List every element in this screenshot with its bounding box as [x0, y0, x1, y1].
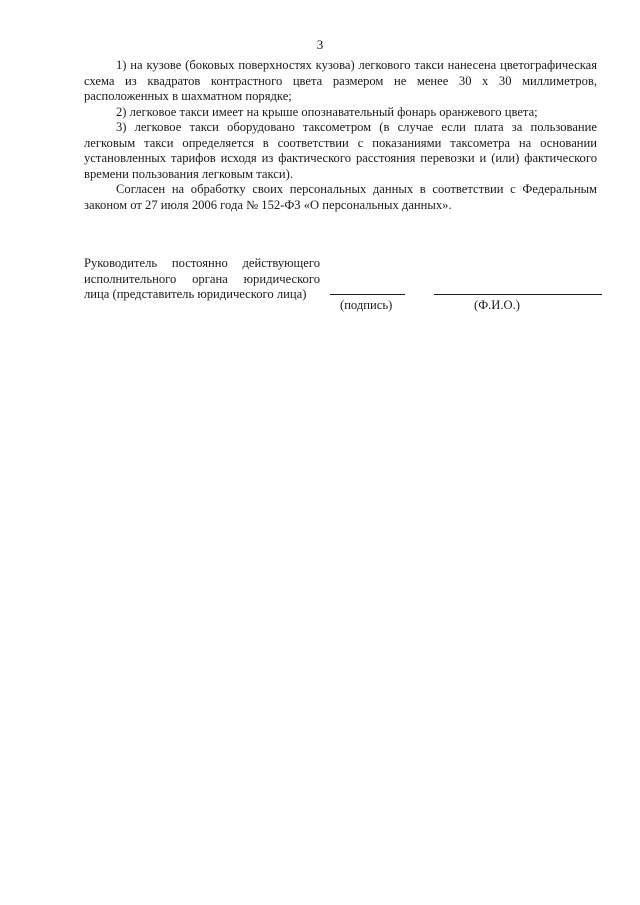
signature-caption: (подпись): [340, 298, 393, 312]
name-caption: (Ф.И.О.): [474, 298, 520, 312]
signature-line: [330, 294, 405, 295]
paragraph-3: 3) легковое такси оборудовано таксометром (в случае если плата за пользование легковым такси определяется в соответствии с показаниями таксометра на основании установленных тарифов исходя из фактического расстояния перевозки и (или) фактического времени пользования легковым такси).: [84, 120, 597, 181]
signatory-title-line-1: Руководитель постоянно действующего: [84, 256, 320, 270]
signatory-title: [84, 256, 320, 303]
paragraph-consent: Согласен на обработку своих персональных данных в соответствии с Федеральным законом от 27 июля 2006 года № 152-ФЗ «О персональных данных».: [84, 182, 597, 212]
signatory-title-line-2: исполнительного органа юридического: [84, 271, 320, 286]
page-number: 3: [316, 37, 324, 52]
paragraph-1: 1) на кузове (боковых поверхностях кузова) легкового такси нанесена цветографическая схема из квадратов контрастного цвета размером не менее 30 х 30 миллиметров, расположенных в шахматном порядке;: [84, 58, 597, 103]
name-line: [434, 294, 602, 295]
paragraph-2: 2) легковое такси имеет на крыше опознавательный фонарь оранжевого цвета;: [116, 104, 538, 119]
document-body: [84, 58, 597, 213]
signatory-title-line-3: лица (представитель юридического лица): [84, 287, 307, 301]
